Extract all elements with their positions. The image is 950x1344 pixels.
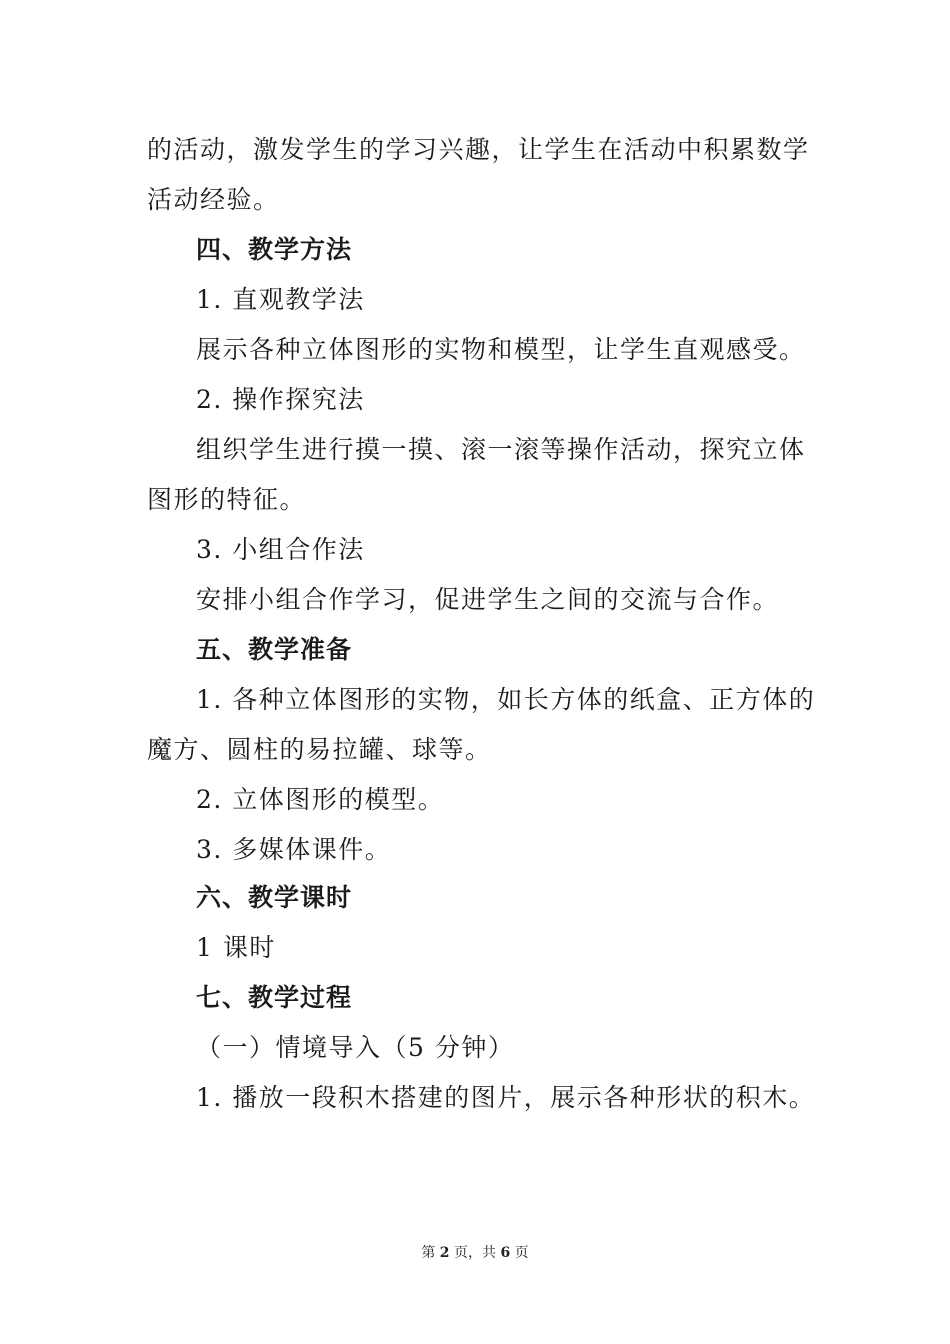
footer-suffix: 页 [514, 1245, 529, 1261]
body-text-line: 展示各种立体图形的实物和模型，让学生直观感受。 [196, 335, 806, 364]
section-heading-preparation: 五、教学准备 [196, 635, 353, 664]
body-text-line: 1 课时 [196, 933, 276, 962]
list-item: 2. 立体图形的模型。 [196, 785, 445, 814]
footer-middle: 页，共 [454, 1245, 496, 1261]
list-item-continuation: 魔方、圆柱的易拉罐、球等。 [147, 735, 492, 764]
section-heading-teaching-methods: 四、教学方法 [196, 235, 353, 264]
subheading-operation-method: 2. 操作探究法 [196, 385, 365, 414]
list-item: 1. 各种立体图形的实物，如长方体的纸盒、正方体的 [196, 685, 816, 714]
footer-total-pages: 6 [500, 1245, 511, 1261]
list-item: 3. 多媒体课件。 [196, 835, 392, 864]
body-text-line: 图形的特征。 [147, 485, 307, 514]
body-text-line: 安排小组合作学习，促进学生之间的交流与合作。 [196, 585, 780, 614]
body-text-line: 活动经验。 [147, 185, 280, 214]
subheading-group-method: 3. 小组合作法 [196, 535, 365, 564]
section-heading-process: 七、教学过程 [196, 983, 353, 1012]
subheading-intuitive-method: 1. 直观教学法 [196, 285, 365, 314]
page-footer [0, 1243, 950, 1263]
section-heading-class-hours: 六、教学课时 [196, 883, 353, 912]
footer-prefix: 第 [421, 1245, 436, 1261]
footer-page-number: 2 [439, 1245, 450, 1261]
body-text-line: 组织学生进行摸一摸、滚一滚等操作活动，探究立体 [196, 435, 806, 464]
body-text-line: 的活动，激发学生的学习兴趣，让学生在活动中积累数学 [147, 135, 810, 164]
subsection-heading: （一）情境导入（5 分钟） [196, 1033, 515, 1062]
list-item: 1. 播放一段积木搭建的图片，展示各种形状的积木。 [196, 1083, 816, 1112]
